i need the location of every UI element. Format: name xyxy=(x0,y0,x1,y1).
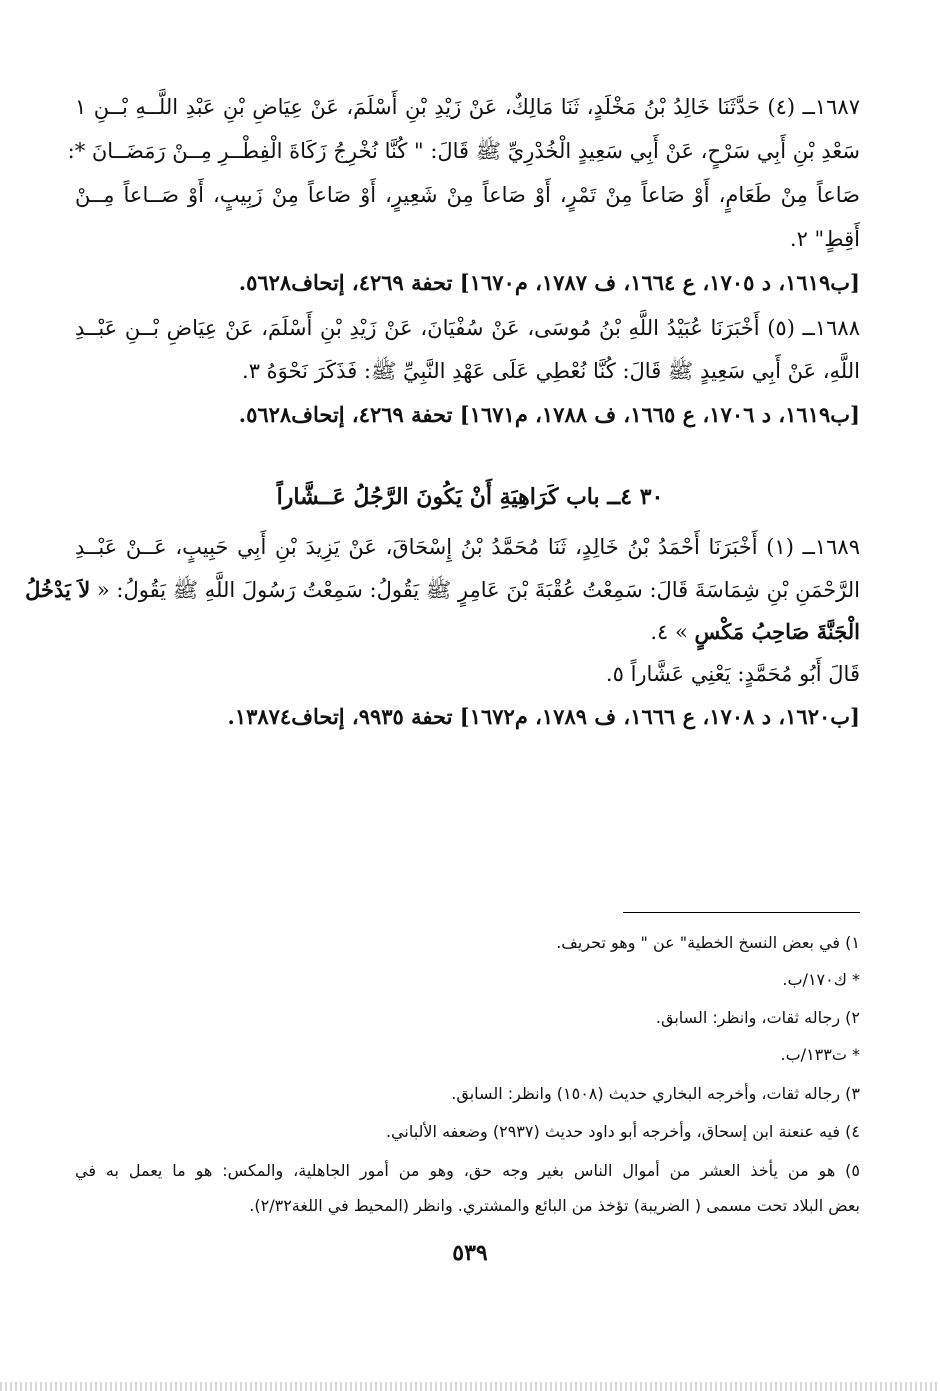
hadith-1688-line-2: اللَّهِ، عَنْ أَبِي سَعِيدٍ ﷺ قَالَ: كُنَّا نُعْطِي عَلَى عَهْدِ النَّبِيِّ ﷺ: فَذَكَرَ نَحْوَهُ ٣. xyxy=(242,359,860,383)
hadith-1687-line-1: ١٦٨٧ــ (٤) حَدَّثَنَا خَالِدُ بْنُ مَخْلَدٍ، ثَنَا مَالِكٌ، عَنْ زَيْدِ بْنِ أَسْلَمَ، عَنْ عِيَاضِ بْنِ عَبْدِ اللَّــهِ بْــنِ ١ xyxy=(75,95,860,119)
hadith-1687-line-3: صَاعاً مِنْ طَعَامٍ، أَوْ صَاعاً مِنْ تَمْرٍ، أَوْ صَاعاً مِنْ شَعِيرٍ، أَوْ صَاعاً مِنْ زَبِيبٍ، أَوْ صَــاعاً مِــنْ xyxy=(75,183,860,207)
hadith-1687-line-4: أَقِطٍ" ٢. xyxy=(789,227,860,251)
footnote-3: ٣) رجاله ثقات، وأخرجه البخاري حديث (١٥٠٨) وانظر: السابق. xyxy=(451,1084,860,1103)
scan-noise xyxy=(0,1382,940,1391)
footnote-4: ٤) فيه عنعنة ابن إسحاق، وأخرجه أبو داود حديث (٢٩٣٧) وضعفه الألباني. xyxy=(385,1122,860,1141)
hadith-1689-matn-part-1: لاَ يَدْخُلُ xyxy=(25,577,91,602)
hadith-1687-reference: [ب١٦١٩، د ١٧٠٥، ع ١٦٦٤، ف ١٧٨٧، م١٦٧٠] تحفة ٤٢٦٩، إتحاف٥٦٢٨. xyxy=(238,270,860,295)
footnote-5-line-1: ٥) هو من يأخذ العشر من أموال الناس بغير وجه حق، وهو من أمور الجاهلية، والمكس: هو ما يعمل به في xyxy=(75,1161,860,1180)
hadith-1689-line-2-text: الرَّحْمَنِ بْنِ شِمَاسَةَ قَالَ: سَمِعْتُ عُقْبَةَ بْنَ عَامِرٍ ﷺ يَقُولُ: سَمِعْتُ رَسُولَ اللَّهِ ﷺ يَقُولُ: « xyxy=(96,578,860,602)
chapter-heading: ٣٠ ٤ــ باب كَرَاهِيَةِ أَنْ يَكُونَ الرَّجُلُ عَــشَّاراً xyxy=(276,484,664,510)
footnote-2: ٢) رجاله ثقات، وانظر: السابق. xyxy=(655,1008,860,1027)
hadith-1687-line-2: سَعْدِ بْنِ أَبِي سَرْحٍ، عَنْ أَبِي سَعِيدٍ الْخُدْرِيِّ ﷺ قَالَ: " كُنَّا نُخْرِجُ زَكَاةَ الْفِطْــرِ مِــنْ رَمَضَــانَ *: xyxy=(67,139,860,163)
hadith-1689-line-3 xyxy=(75,617,860,647)
hadith-1688-reference: [ب١٦١٩، د ١٧٠٦، ع ١٦٦٥، ف ١٧٨٨، م١٦٧١] تحفة ٤٢٦٩، إتحاف٥٦٢٨. xyxy=(238,402,860,427)
hadith-1689-line-1: ١٦٨٩ــ (١) أَخْبَرَنَا أَحْمَدُ بْنُ خَالِدٍ، ثَنَا مُحَمَّدُ بْنُ إِسْحَاقَ، عَنْ يَزِيدَ بْنِ أَبِي حَبِيبٍ، عَــنْ عَبْــدِ xyxy=(75,535,860,559)
hadith-1689-line-2 xyxy=(25,575,860,605)
footnote-5-line-2: بعض البلاد تحت مسمى ( الضريبة) تؤخذ من البائع والمشتري. وانظر (المحيط في اللغة٢/٣٢). xyxy=(249,1196,860,1215)
footnote-star-1: * ك١٧٠/ب. xyxy=(782,970,860,989)
hadith-1689-line-3-text: » ٤. xyxy=(650,620,688,644)
hadith-1689-reference: [ب١٦٢٠، د ١٧٠٨، ع ١٦٦٦، ف ١٧٨٩، م١٦٧٢] تحفة ٩٩٣٥، إتحاف١٣٨٧٤. xyxy=(227,704,860,729)
hadith-1688-line-1: ١٦٨٨ــ (٥) أَخْبَرَنَا عُبَيْدُ اللَّهِ بْنُ مُوسَى، عَنْ سُفْيَانَ، عَنْ زَيْدِ بْنِ أَسْلَمَ، عَنْ عِيَاضِ بْــنِ عَبْــدِ xyxy=(75,316,860,340)
page-number: ٥٣٩ xyxy=(452,1240,488,1266)
footnote-separator xyxy=(623,912,860,913)
footnote-1: ١) في بعض النسخ الخطية" عن " وهو تحريف. xyxy=(556,933,860,952)
hadith-1689-line-4: قَالَ أَبُو مُحَمَّدٍ: يَعْنِي عَشَّاراً ٥. xyxy=(605,662,860,686)
hadith-1689-matn-part-2: الْجَنَّةَ صَاحِبُ مَكْسٍ xyxy=(694,619,860,644)
footnote-star-2: * ت١٣٣/ب. xyxy=(780,1045,860,1064)
